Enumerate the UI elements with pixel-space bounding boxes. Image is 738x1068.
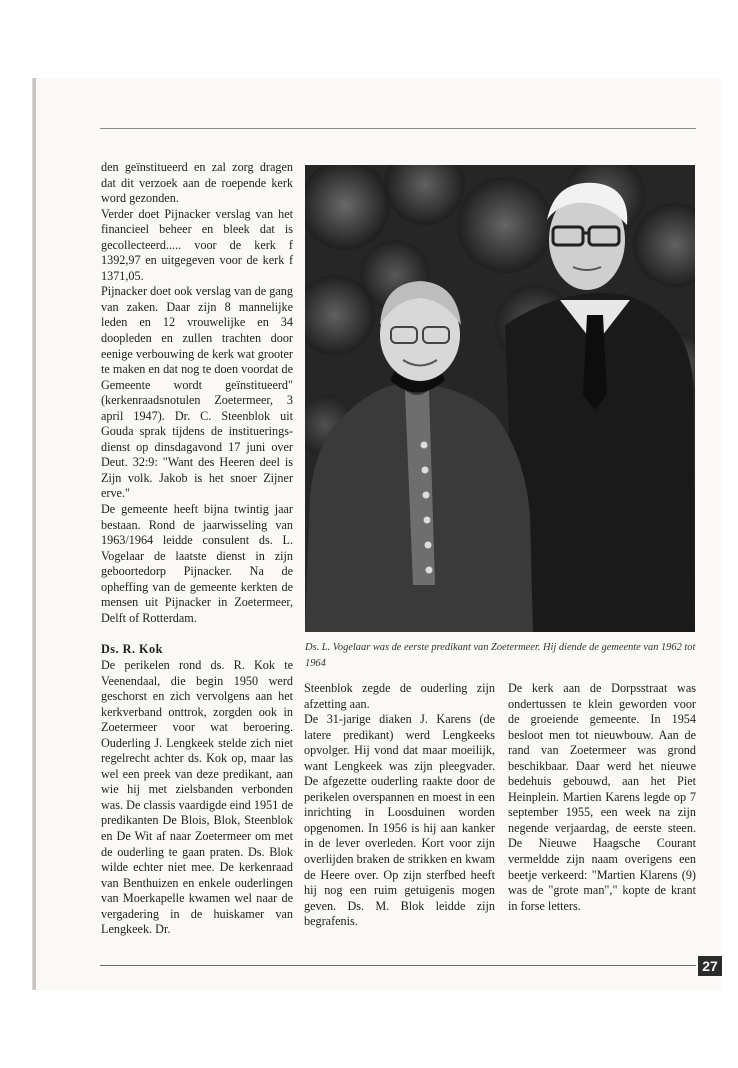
bottom-rule <box>100 965 696 966</box>
text-column-1 <box>101 160 293 938</box>
page-binding-edge <box>33 78 36 990</box>
col3-paragraph-1: De kerk aan de Dorpsstraat was ondertussen te klein geworden voor de groeiende gemeente. In 1954 besloot men tot nieuwbouw. Aan de rand van Zoetermeer was grond beschikbaar. Daar werd het nieuwe bedehuis gebouwd, aan het Piet Heinplein. Martien Karens legde op 7 september 1955, een week na zijn negende verjaardag, de eerste steen. De Nieuwe Haagsche Courant vermeldde zijn naam overigens een beetje verkeerd: "Martien Klarens (9) was de "grote man"," kopte de krant in forse letters. <box>508 681 696 913</box>
photo-caption: Ds. L. Vogelaar was de eerste predikant van Zoetermeer. Hij diende de gemeente van 1962 tot 1964 <box>305 642 696 669</box>
col2-paragraph-2: De 31-jarige diaken J. Karens (de latere predikant) werd Lengkeeks opvolger. Hij vond dat maar moeilijk, want Lengkeek was zijn pleegvader. De afgezette ouderling raakte door de perikelen overspannen en moest in een inrichting in Loosduinen worden opgenomen. In 1956 is hij aan kanker in de lever overleden. Kort voor zijn overlijden braken de strikken en kwam de Heere over. Op zijn sterfbed heeft hij nog een ruim getuigenis mogen geven. Ds. M. Blok leidde zijn begrafenis. <box>304 712 495 929</box>
text-column-2 <box>304 681 495 930</box>
top-rule <box>100 128 696 129</box>
col1-paragraph-4: De gemeente heeft bijna twintig jaar bestaan. Rond de jaarwisseling van 1963/1964 leidde consulent ds. L. Vogelaar de laatste dienst in zijn geboortedorp Pijnacker. Na de opheffing van de gemeente kerkten de mensen uit Pijnacker in Zoetermeer, Delft of Rotterdam. <box>101 502 293 625</box>
col1-paragraph-1: den geïnstitueerd en zal zorg dragen dat dit verzoek aan de roepende kerk word gezonden. <box>101 160 293 206</box>
portrait-photo <box>305 165 695 632</box>
section-heading: Ds. R. Kok <box>101 642 163 657</box>
page-number-badge: 27 <box>698 956 722 976</box>
text-column-3 <box>508 681 696 914</box>
portrait-illustration <box>305 165 695 632</box>
col1-paragraph-3: Pijnacker doet ook verslag van de gang van zaken. Daar zijn 8 mannelijke leden en 12 vrouwelijke en 34 doopleden en zullen trachten door eenige verbouwing de kerk wat grooter te maken en dat nog te doen voordat de Gemeente wordt geïnstitueerd" (kerkenraadsnotulen Zoetermeer, 3 april 1947). Dr. C. Steenblok uit Gouda sprak tijdens de institueringsdienst op dinsdagavond 17 juni over Deut. 32:9: "Want des Heeren deel is Zijn volk. Jakob is het snoer Zijner erve." <box>101 284 293 501</box>
col1-paragraph-5: De perikelen rond ds. R. Kok te Veenendaal, die begin 1950 werd geschorst en zich vervolgens aan het kerkverband onttrok, zorgden ook in Zoetermeer voor wat beroering. Ouderling J. Lengkeek stelde zich niet regelrecht achter ds. Kok op, maar las wel een preek van deze predikant, aan wie hij met zielsbanden verbonden was. De classis vaardigde eind 1951 de predikanten De Blois, Blok, Steenblok en De Wit af naar Zoetermeer om met de ouderling te gaan praten. Ds. Blok wilde echter niet mee. De kerkenraad van Benthuizen en enkele ouderlingen van Moerkapelle kwamen wel naar de vergadering in de huiskamer van Lengkeek. Dr. <box>101 657 293 937</box>
col2-paragraph-1: Steenblok zegde de ouderling zijn afzetting aan. <box>304 681 495 711</box>
col1-paragraph-2: Verder doet Pijnacker verslag van het financieel beheer en bleek dat is gecollecteerd..... voor de kerk f 1392,97 en uitgegeven voor de kerk f 1371,05. <box>101 206 293 283</box>
